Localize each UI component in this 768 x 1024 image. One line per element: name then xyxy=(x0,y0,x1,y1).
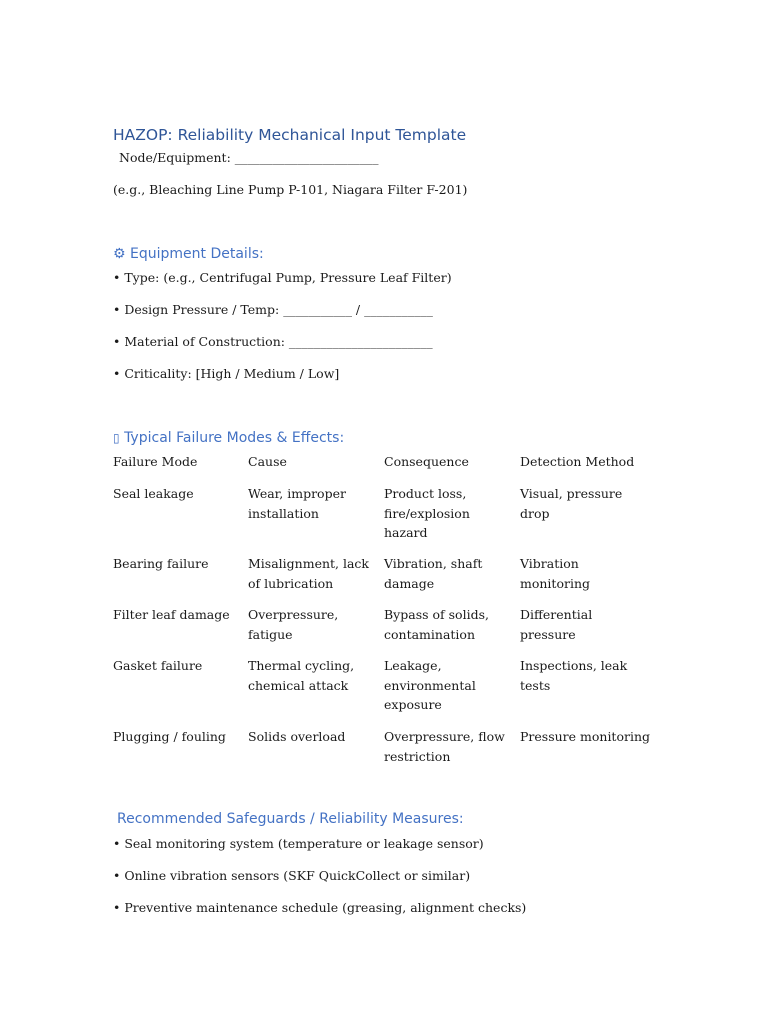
column-header-cause: Cause xyxy=(248,454,287,469)
gear-icon: ⚙ xyxy=(113,246,126,262)
equipment-detail-item: • Type: (e.g., Centrifugal Pump, Pressure Leaf Filter) xyxy=(113,270,452,285)
consequence-cell: Overpressure, flow restriction xyxy=(384,729,505,764)
failure-mode-cell: Filter leaf damage xyxy=(113,607,230,622)
safeguard-item: • Seal monitoring system (temperature or leakage sensor) xyxy=(113,836,484,851)
column-header-detection-method: Detection Method xyxy=(520,454,635,469)
safeguard-item: • Online vibration sensors (SKF QuickCollect or similar) xyxy=(113,868,471,883)
column-header-failure-mode: Failure Mode xyxy=(113,454,198,469)
detection-method-cell: Differential pressure xyxy=(520,607,593,642)
detection-method-cell: Inspections, leak tests xyxy=(520,658,628,693)
cause-cell: Solids overload xyxy=(248,729,346,744)
equipment-detail-item: • Design Pressure / Temp: ___________ / ___________ xyxy=(113,302,433,317)
safeguards-heading: Recommended Safeguards / Reliability Measures: xyxy=(117,811,464,827)
failure-modes-heading xyxy=(113,430,344,446)
failure-mode-cell: Gasket failure xyxy=(113,658,203,673)
failure-modes-heading-text: Typical Failure Modes & Effects: xyxy=(124,430,345,446)
node-equipment-field: Node/Equipment: _______________________ xyxy=(119,150,379,165)
table-header-row xyxy=(113,452,673,484)
failure-mode-cell: Bearing failure xyxy=(113,556,209,571)
example-text: (e.g., Bleaching Line Pump P-101, Niagara Filter F-201) xyxy=(113,182,468,197)
equipment-detail-item: • Criticality: [High / Medium / Low] xyxy=(113,366,340,381)
cause-cell: Overpressure, fatigue xyxy=(248,607,339,642)
cause-cell: Misalignment, lack of lubrication xyxy=(248,556,370,591)
consequence-cell: Product loss, fire/explosion hazard xyxy=(384,486,470,540)
cause-cell: Thermal cycling, chemical attack xyxy=(248,658,355,693)
consequence-cell: Bypass of solids, contamination xyxy=(384,607,489,642)
equipment-details-heading-text: Equipment Details: xyxy=(130,246,264,262)
equipment-details-heading xyxy=(113,246,264,262)
document-title: HAZOP: Reliability Mechanical Input Template xyxy=(113,126,467,144)
cause-cell: Wear, improper installation xyxy=(248,486,346,521)
failure-mode-cell: Seal leakage xyxy=(113,486,194,501)
column-header-consequence: Consequence xyxy=(384,454,469,469)
safeguard-item: • Preventive maintenance schedule (greasing, alignment checks) xyxy=(113,900,527,915)
consequence-cell: Vibration, shaft damage xyxy=(384,556,483,591)
consequence-cell: Leakage, environmental exposure xyxy=(384,658,476,712)
detection-method-cell: Vibration monitoring xyxy=(520,556,591,591)
failure-modes-table xyxy=(113,452,673,764)
detection-method-cell: Pressure monitoring xyxy=(520,729,651,744)
detection-method-cell: Visual, pressure drop xyxy=(520,486,623,521)
failure-mode-cell: Plugging / fouling xyxy=(113,729,226,744)
equipment-detail-item: • Material of Construction: _______________________ xyxy=(113,334,433,349)
missing-glyph-icon: ▯ xyxy=(113,431,120,445)
